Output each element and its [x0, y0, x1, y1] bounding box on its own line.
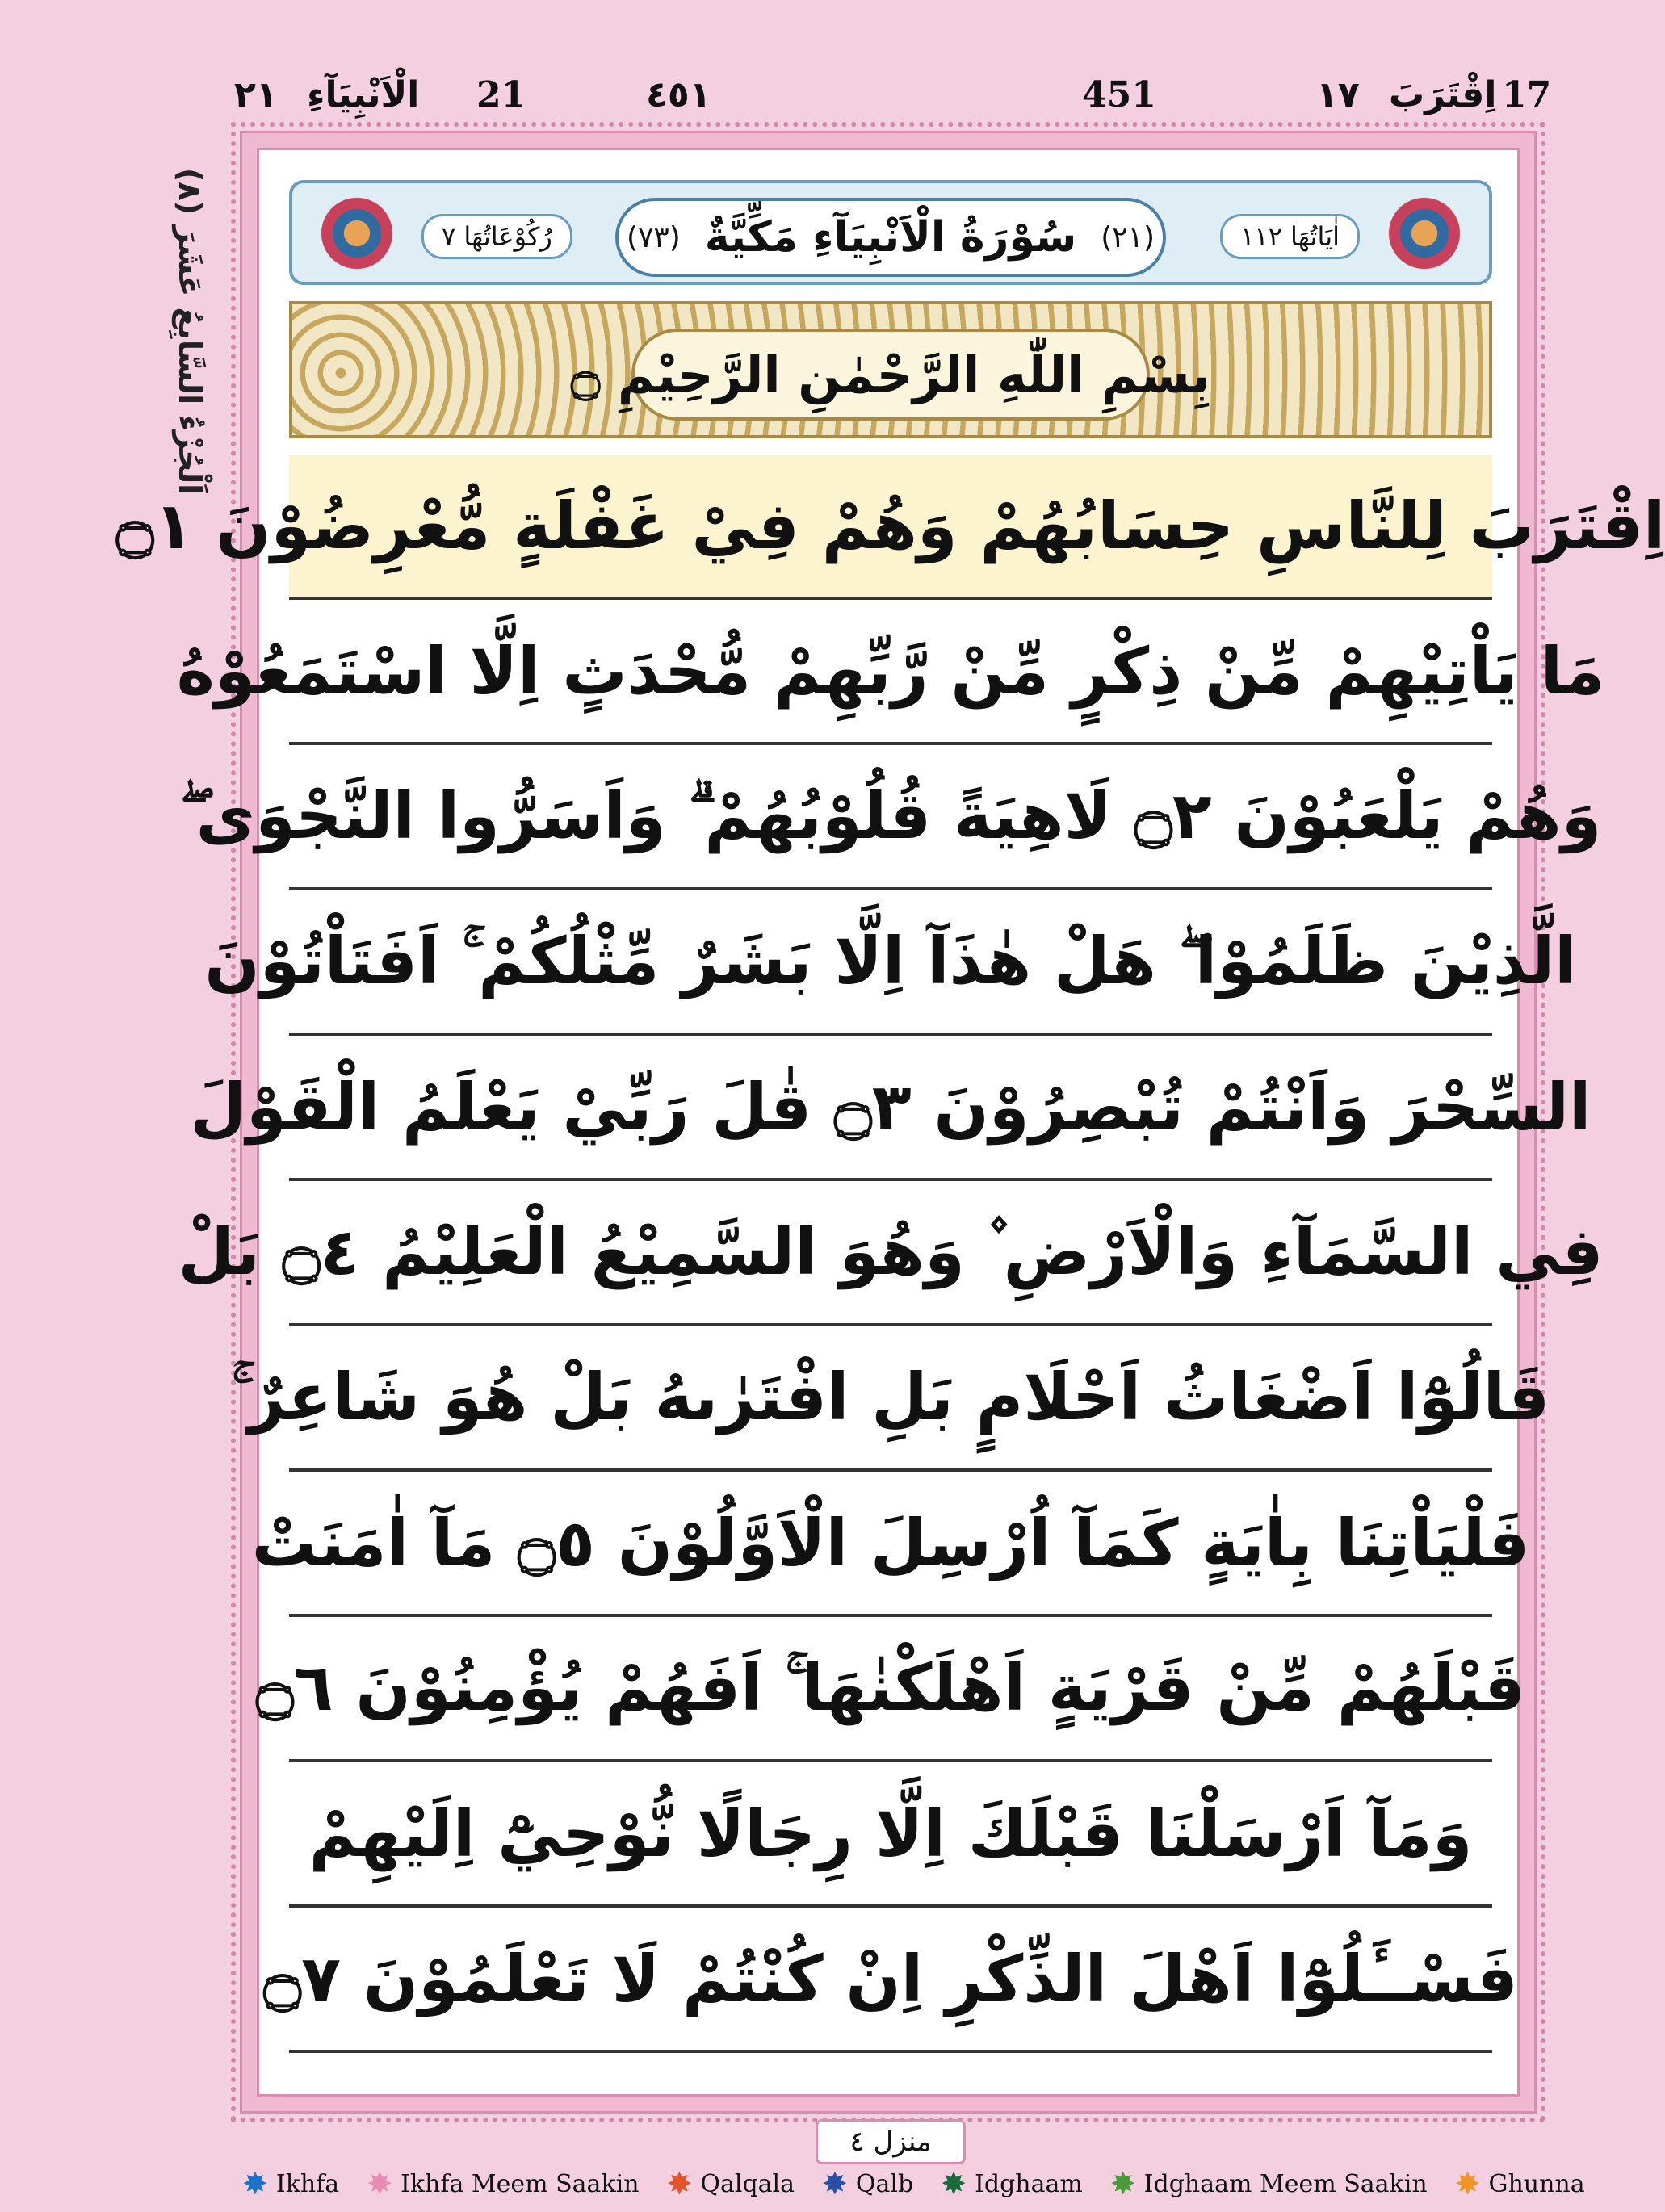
floral-ornament-icon	[1368, 191, 1481, 275]
legend-label: Idghaam Meem Saakin	[1143, 2169, 1428, 2198]
star-icon: ✸	[822, 2166, 848, 2202]
verse-line: مَا يَاْتِيْهِمْ مِّنْ ذِكْرٍ مِّنْ رَّبِّهِمْ مُّحْدَثٍ اِلَّا اسْتَمَعُوْهُ	[289, 600, 1492, 745]
legend-label: Qalqala	[700, 2169, 795, 2198]
surah-number: 21	[476, 74, 526, 115]
legend-item	[1454, 2166, 1585, 2202]
star-icon: ✸	[242, 2166, 268, 2202]
star-icon: ✸	[367, 2166, 393, 2202]
surah-title-number: (٢١)	[1101, 220, 1155, 254]
verse-line: فَسْــَٔلُوْٓا اَهْلَ الذِّكْرِ اِنْ كُنْتُمْ لَا تَعْلَمُوْنَ ۝٧	[289, 1908, 1492, 2053]
star-icon: ✸	[1454, 2166, 1481, 2202]
surah-number-arabic: ٢١	[234, 74, 278, 115]
juz-side-note: (٨) اَلْجُزْءُ السَّابِعُ عَشَرَ	[172, 167, 208, 495]
page-number-arabic: ٤٥١	[646, 74, 711, 115]
ruku-count-badge: رُكُوْعَاتُهَا ٧	[421, 214, 572, 259]
bismillah-panel	[289, 301, 1492, 438]
manzil-label: منزل ٤	[816, 2119, 966, 2164]
juz-name: اِقْتَرَبَ	[1389, 74, 1497, 115]
legend-item	[941, 2166, 1083, 2202]
star-icon: ✸	[1109, 2166, 1136, 2202]
legend-label: Ikhfa Meem Saakin	[401, 2169, 640, 2198]
verse-line: اِقْتَرَبَ لِلنَّاسِ حِسَابُهُمْ وَهُمْ فِيْ غَفْلَةٍ مُّعْرِضُوْنَ ۝١	[289, 455, 1492, 600]
surah-title-text: سُوْرَةُ الْاَنْبِيَآءِ مَكِّيَّةٌ	[704, 213, 1077, 262]
verse-line: وَمَآ اَرْسَلْنَا قَبْلَكَ اِلَّا رِجَالًا نُّوْحِيْٓ اِلَيْهِمْ	[289, 1762, 1492, 1908]
legend-item	[822, 2166, 914, 2202]
page-header	[234, 74, 1558, 126]
legend-item	[666, 2166, 795, 2202]
legend-item	[1109, 2166, 1428, 2202]
verse-line: قَبْلَهُمْ مِّنْ قَرْيَةٍ اَهْلَكْنٰهَا ۚ اَفَهُمْ يُؤْمِنُوْنَ ۝٦	[289, 1617, 1492, 1762]
legend-item	[242, 2166, 340, 2202]
surah-header	[289, 180, 1492, 285]
star-icon: ✸	[666, 2166, 693, 2202]
bismillah: بِسْمِ اللّٰهِ الرَّحْمٰنِ الرَّحِيْمِ ۝	[631, 329, 1150, 421]
verse-line: الَّذِيْنَ ظَلَمُوْا ۖ هَلْ هٰذَآ اِلَّا بَشَرٌ مِّثْلُكُمْ ۚ اَفَتَاْتُوْنَ	[289, 890, 1492, 1036]
legend-label: Ghunna	[1488, 2169, 1585, 2198]
surah-order-number: (٧٣)	[627, 220, 681, 254]
star-icon: ✸	[941, 2166, 967, 2202]
juz-number: 17	[1502, 74, 1552, 115]
surah-name: الْاَنْبِيَآءِ	[307, 74, 420, 115]
legend-item	[367, 2166, 640, 2202]
floral-ornament-icon	[300, 191, 413, 275]
verse-line: فِي السَّمَآءِ وَالْاَرْضِ ۫ وَهُوَ السَّمِيْعُ الْعَلِيْمُ ۝٤ بَلْ	[289, 1181, 1492, 1326]
juz-number-arabic: ١٧	[1316, 74, 1360, 115]
verse-line: قَالُوْٓا اَضْغَاثُ اَحْلَامٍ بَلِ افْتَرٰىهُ بَلْ هُوَ شَاعِرٌ ۚ	[289, 1326, 1492, 1472]
legend-label: Idghaam	[975, 2169, 1083, 2198]
verse-lines	[115, 455, 1665, 2053]
verse-line: السِّحْرَ وَاَنْتُمْ تُبْصِرُوْنَ ۝٣ قٰلَ رَبِّيْ يَعْلَمُ الْقَوْلَ	[289, 1036, 1492, 1181]
surah-title	[615, 198, 1166, 277]
ayat-count-badge: اٰيَاتُهَا ١١٢	[1220, 214, 1360, 259]
legend-label: Qalb	[855, 2169, 914, 2198]
legend-label: Ikhfa	[275, 2169, 340, 2198]
tajweed-legend	[242, 2164, 1585, 2204]
verse-line: وَهُمْ يَلْعَبُوْنَ ۝٢ لَاهِيَةً قُلُوْبُهُمْ ۗ وَاَسَرُّوا النَّجْوَى ۖ	[289, 745, 1492, 890]
page-number: 451	[1082, 74, 1156, 115]
verse-line: فَلْيَاْتِنَا بِاٰيَةٍ كَمَآ اُرْسِلَ الْاَوَّلُوْنَ ۝٥ مَآ اٰمَنَتْ	[289, 1472, 1492, 1617]
